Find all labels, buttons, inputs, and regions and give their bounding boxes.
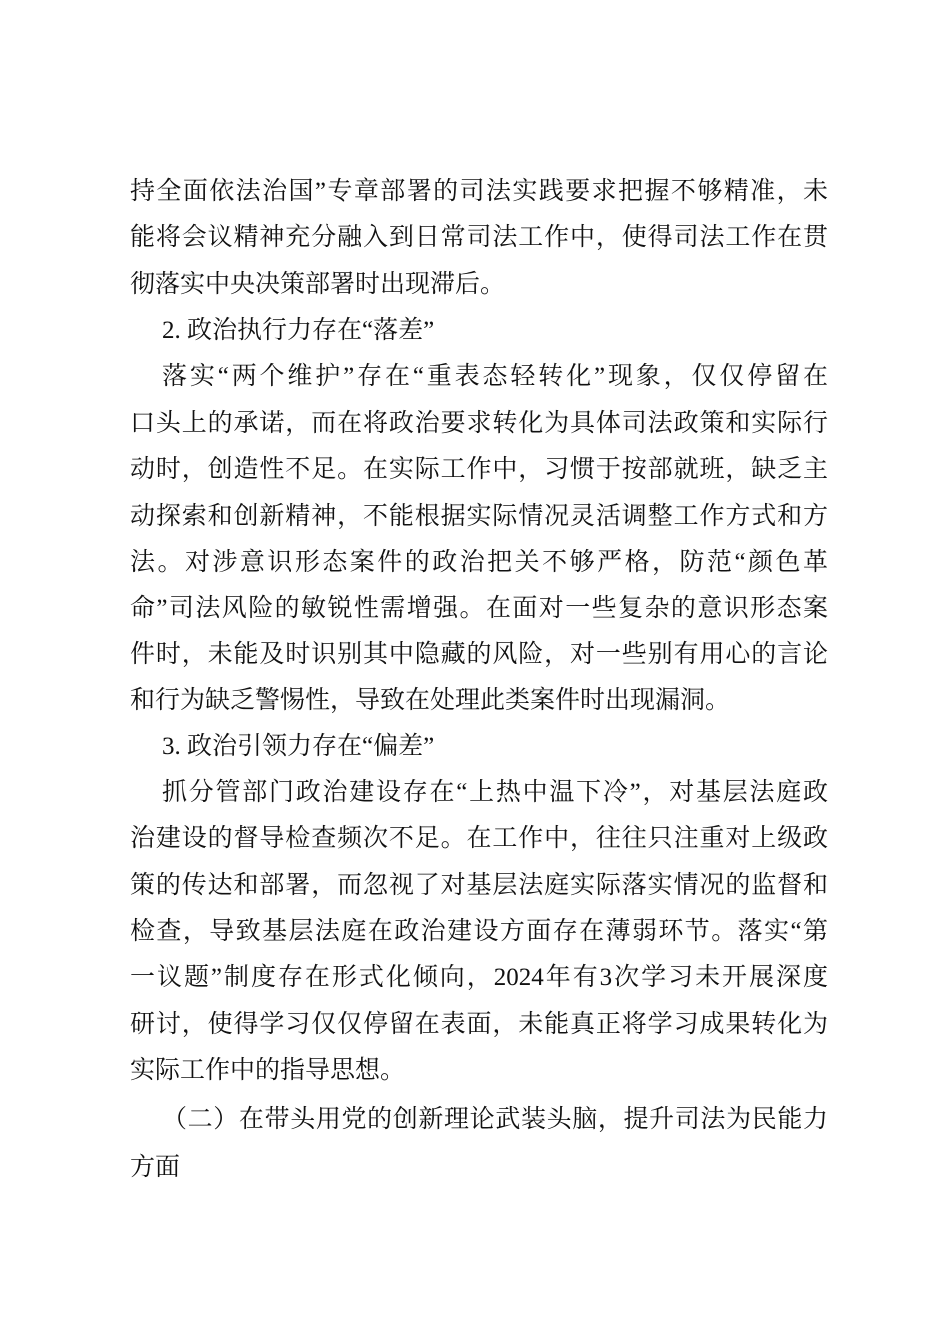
subheading-2: 2. 政治执行力存在“落差”	[162, 317, 435, 344]
paragraph-line: 治建设的督导检查频次不足。在工作中，往往只注重对上级政	[130, 825, 828, 852]
paragraph-line: 实际工作中的指导思想。	[130, 1057, 406, 1084]
paragraph-line: 抓分管部门政治建设存在“上热中温下冷”，对基层法庭政	[162, 779, 828, 806]
paragraph-line: 策的传达和部署，而忽视了对基层法庭实际落实情况的监督和	[130, 872, 828, 899]
paragraph-line: 口头上的承诺，而在将政治要求转化为具体司法政策和实际行	[130, 410, 828, 437]
section-heading-2-continued: 方面	[130, 1154, 181, 1181]
paragraph-line: 法。对涉意识形态案件的政治把关不够严格，防范“颜色革	[130, 549, 828, 576]
paragraph-line: 件时，未能及时识别其中隐藏的风险，对一些别有用心的言论	[130, 641, 828, 668]
subheading-3: 3. 政治引领力存在“偏差”	[162, 733, 435, 760]
paragraph-line: 动时，创造性不足。在实际工作中，习惯于按部就班，缺乏主	[130, 456, 828, 483]
section-heading-2: （二）在带头用党的创新理论武装头脑，提升司法为民能力	[162, 1106, 828, 1133]
paragraph-line: 彻落实中央决策部署时出现滞后。	[130, 271, 506, 298]
paragraph-line: 动探索和创新精神，不能根据实际情况灵活调整工作方式和方	[130, 503, 828, 530]
paragraph-line: 检查，导致基层法庭在政治建设方面存在薄弱环节。落实“第	[130, 918, 828, 945]
paragraph-line: 研讨，使得学习仅仅停留在表面，未能真正将学习成果转化为	[130, 1011, 828, 1038]
paragraph-line: 落实“两个维护”存在“重表态轻转化”现象，仅仅停留在	[162, 363, 828, 390]
paragraph-line: 一议题”制度存在形式化倾向，2024年有3次学习未开展深度	[130, 964, 828, 991]
paragraph-line: 能将会议精神充分融入到日常司法工作中，使得司法工作在贯	[130, 224, 828, 251]
paragraph-line: 和行为缺乏警惕性，导致在处理此类案件时出现漏洞。	[130, 687, 731, 714]
paragraph-line: 持全面依法治国”专章部署的司法实践要求把握不够精准，未	[130, 178, 828, 205]
paragraph-line: 命”司法风险的敏锐性需增强。在面对一些复杂的意识形态案	[130, 595, 828, 622]
